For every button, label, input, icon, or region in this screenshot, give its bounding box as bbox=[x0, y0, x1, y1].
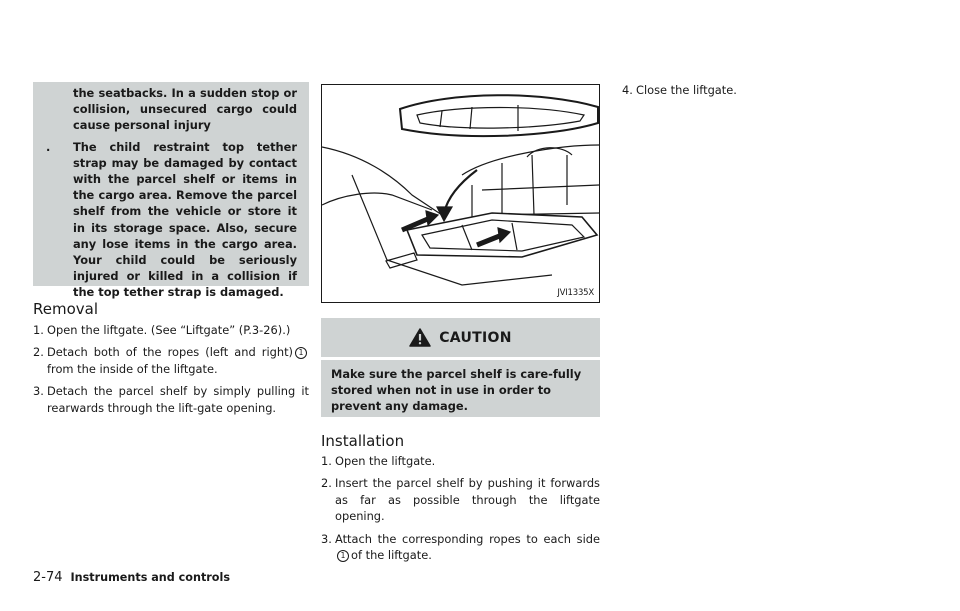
parcel-shelf-illustration-icon bbox=[322, 85, 599, 302]
installation-steps bbox=[321, 453, 600, 569]
circled-number-icon: 1 bbox=[337, 550, 349, 562]
circled-number-icon: 1 bbox=[295, 347, 307, 359]
warning-bullet-text: The child restraint top tether strap may be damaged by contact with the parcel shelf or items in the cargo area. Remove the parcel shelf from the vehicle or store it in its storage space. Also, secure any lose items in the cargo area. Your child could be seriously injured or killed in a collision if the top tether strap is damaged. bbox=[73, 139, 297, 300]
step-number: 1. bbox=[321, 454, 332, 468]
installation-step-2 bbox=[321, 475, 600, 524]
step-text: Detach both of the ropes (left and right) bbox=[47, 345, 293, 360]
step-number: 2. bbox=[33, 345, 44, 360]
step-text: Open the liftgate. bbox=[335, 454, 436, 468]
step-number: 4. bbox=[622, 83, 633, 97]
removal-heading: Removal bbox=[33, 300, 99, 318]
step-number: 3. bbox=[321, 531, 332, 546]
step-text: Insert the parcel shelf by pushing it forwards as far as possible through the liftgate opening. bbox=[335, 476, 600, 524]
caution-text: Make sure the parcel shelf is care-fully stored when not in use in order to prevent any damage. bbox=[321, 360, 600, 417]
step-text-end: from the inside of the liftgate. bbox=[47, 361, 218, 376]
installation-step-4 bbox=[622, 82, 912, 98]
warning-continued-text: the seatbacks. In a sudden stop or collision, unsecured cargo could cause personal injury bbox=[73, 86, 297, 133]
step-number: 2. bbox=[321, 476, 332, 491]
page-number: 2-74 bbox=[33, 570, 63, 585]
step-text: Close the liftgate. bbox=[636, 83, 737, 97]
step-text-end: of the liftgate. bbox=[351, 548, 432, 563]
step-text: Detach the parcel shelf by simply pulling it rearwards through the lift-gate opening. bbox=[47, 384, 309, 415]
illustration-code: JVI1335X bbox=[557, 288, 594, 298]
removal-step-1 bbox=[33, 322, 309, 338]
installation-steps-continued bbox=[622, 82, 912, 104]
step-number: 1. bbox=[33, 323, 44, 337]
page-footer bbox=[33, 569, 230, 585]
warning-bullet-item bbox=[43, 139, 297, 301]
cargo-illustration bbox=[321, 84, 600, 303]
installation-step-1 bbox=[321, 453, 600, 469]
warning-triangle-icon bbox=[409, 328, 431, 347]
caution-box bbox=[321, 318, 600, 417]
bullet-icon: . bbox=[46, 139, 51, 154]
caution-title: CAUTION bbox=[439, 329, 512, 346]
caution-header bbox=[321, 318, 600, 357]
removal-step-2 bbox=[33, 344, 309, 377]
installation-heading: Installation bbox=[321, 432, 405, 450]
chapter-title: Instruments and controls bbox=[70, 571, 230, 584]
warning-box bbox=[33, 82, 309, 300]
step-text: Attach the corresponding ropes to each side bbox=[335, 531, 600, 546]
removal-steps bbox=[33, 322, 309, 422]
removal-step-3 bbox=[33, 383, 309, 416]
step-text: Open the liftgate. (See “Liftgate” (P.3-26).) bbox=[47, 323, 291, 337]
step-number: 3. bbox=[33, 384, 44, 399]
installation-step-3 bbox=[321, 531, 600, 564]
